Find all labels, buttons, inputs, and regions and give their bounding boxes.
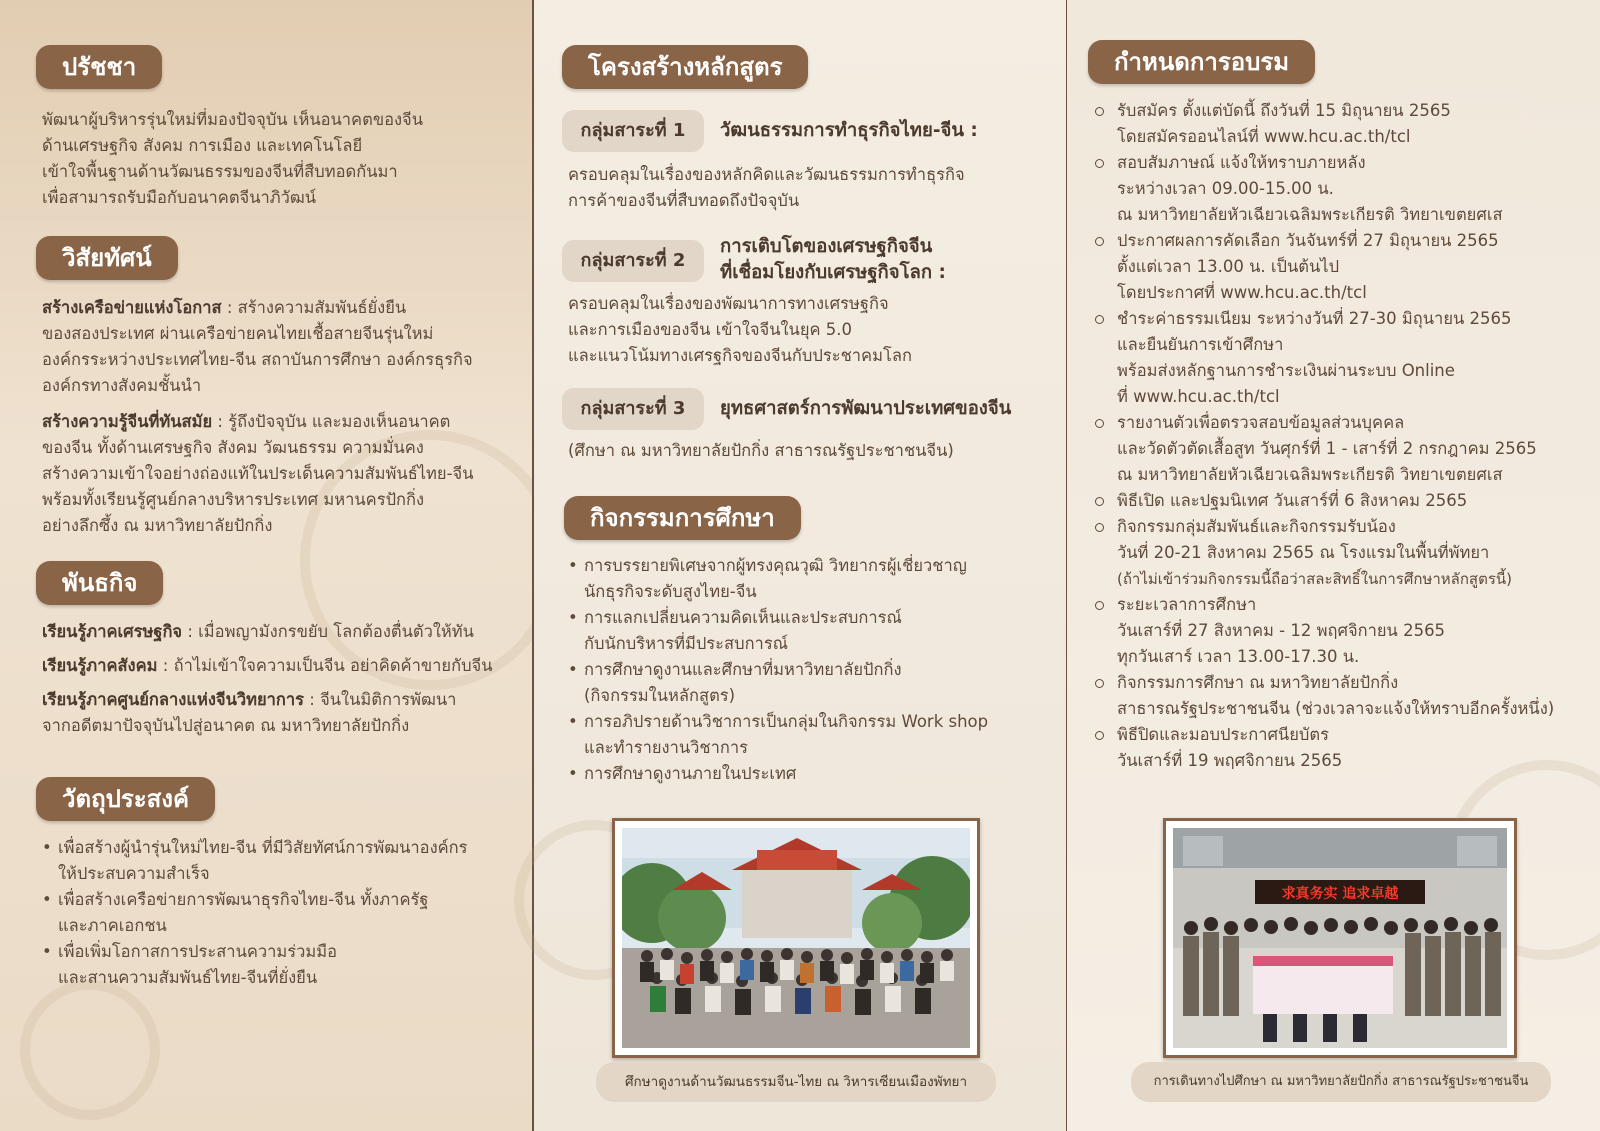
schedule-item (1093, 592, 1593, 670)
schedule-line: ชำระค่าธรรมเนียม ระหว่างวันที่ 27-30 มิถุนายน 2565 (1117, 309, 1512, 328)
group-3-label: กลุ่มสาระที่ 3 (562, 388, 704, 430)
schedule-line: และวัดตัวตัดเสื้อสูท วันศุกร์ที่ 1 - เสาร์ที่ 2 กรกฎาคม 2565 (1117, 439, 1537, 458)
schedule-line: พิธีปิดและมอบประกาศนียบัตร (1117, 725, 1329, 744)
activity-line: • การอภิปรายด้านวิชาการเป็นกลุ่มในกิจกรรม Work shop (584, 712, 989, 731)
schedule-line: พิธีเปิด และปฐมนิเทศ วันเสาร์ที่ 6 สิงหาคม 2565 (1117, 491, 1468, 510)
philosophy-line: เพื่อสามารถรับมือกับอนาคตจีนาภิวัฒน์ (42, 188, 317, 207)
objective-line: และสานความสัมพันธ์ไทย-จีนที่ยั่งยืน (58, 968, 318, 987)
panel-right (1067, 0, 1600, 1131)
panel-middle (534, 0, 1066, 1131)
group-line: การค้าของจีนที่สืบทอดถึงปัจจุบัน (568, 191, 800, 210)
activity-line: • การศึกษาดูงานและศึกษาที่มหาวิทยาลัยปักกิ่ง (584, 660, 902, 679)
schedule-item (1093, 670, 1593, 722)
mission-item (42, 687, 532, 713)
temple-group-photo (612, 818, 980, 1058)
schedule-item (1093, 228, 1593, 306)
activity-line: นักธุรกิจระดับสูงไทย-จีน (584, 582, 757, 601)
red-banner-sign: 求真务实 追求卓越 (1281, 886, 1399, 902)
activity-line: (กิจกรรมในหลักสูตร) (584, 686, 736, 705)
schedule-line: และยืนยันการเข้าศึกษา (1117, 335, 1284, 354)
schedule-line: ประกาศผลการคัดเลือก วันจันทร์ที่ 27 มิถุนายน 2565 (1117, 231, 1499, 250)
mission-item (42, 653, 532, 679)
panel-left (0, 0, 533, 1131)
group-line: ครอบคลุมในเรื่องของหลักคิดและวัฒนธรรมการทำธุรกิจ (568, 165, 965, 184)
mission-line: จากอดีตมาปัจจุบันไปสู่อนาคต ณ มหาวิทยาลัยปักกิ่ง (42, 716, 410, 735)
objective-line: • เพื่อสร้างเครือข่ายการพัฒนาธุรกิจไทย-จีน ทั้งภาครัฐ (58, 890, 429, 909)
schedule-line: (ถ้าไม่เข้าร่วมกิจกรรมนี้ถือว่าสละสิทธิ์ในการศึกษาหลักสูตรนี้) (1117, 570, 1512, 588)
mission-text (42, 619, 532, 739)
schedule-item (1093, 150, 1593, 228)
schedule-line: รายงานตัวเพื่อตรวจสอบข้อมูลส่วนบุคคล (1117, 413, 1405, 432)
schedule-line: ทุกวันเสาร์ เวลา 13.00-17.30 น. (1117, 647, 1360, 666)
beijing-photo-illustration (1173, 828, 1507, 1048)
objective-item (42, 887, 532, 939)
vision-text (42, 295, 532, 539)
objectives-heading: วัตถุประสงค์ (36, 777, 215, 821)
beijing-photo-caption: การเดินทางไปศึกษา ณ มหาวิทยาลัยปักกิ่ง สาธารณรัฐประชาชนจีน (1131, 1062, 1551, 1102)
vision-item-title: สร้างความรู้จีนที่ทันสมัย (42, 412, 213, 431)
mission-item-title: เรียนรู้ภาคสังคม (42, 656, 158, 675)
group-3-text: (ศึกษา ณ มหาวิทยาลัยปักกิ่ง สาธารณรัฐประชาชนจีน) (568, 441, 954, 460)
group-2-text (568, 291, 912, 369)
temple-photo-illustration (622, 828, 970, 1048)
vision-item-2 (42, 409, 532, 435)
schedule-item (1093, 98, 1593, 150)
vision-item-text: : สร้างความสัมพันธ์ยั่งยืน (221, 298, 407, 317)
philosophy-line: ด้านเศรษฐกิจ สังคม การเมือง และเทคโนโลยี (42, 136, 363, 155)
group-line: ครอบคลุมในเรื่องของพัฒนาการทางเศรษฐกิจ (568, 294, 889, 313)
vision-line: ของจีน ทั้งด้านเศรษฐกิจ สังคม วัฒนธรรม ความมั่นคง (42, 438, 424, 457)
objective-item (42, 835, 532, 887)
schedule-list (1093, 98, 1593, 774)
philosophy-line: เข้าใจพื้นฐานด้านวัฒนธรรมของจีนที่สืบทอดกันมา (42, 162, 398, 181)
vision-line: พร้อมทั้งเรียนรู้ศูนย์กลางบริหารประเทศ มหานครปักกิ่ง (42, 490, 425, 509)
activity-item (568, 709, 1058, 761)
schedule-line: กิจกรรมการศึกษา ณ มหาวิทยาลัยปักกิ่ง (1117, 673, 1399, 692)
activity-line: • การศึกษาดูงานภายในประเทศ (584, 764, 797, 783)
group-1-text (568, 162, 965, 214)
schedule-line: ณ มหาวิทยาลัยหัวเฉียวเฉลิมพระเกียรติ วิทยาเขตยศเส (1117, 205, 1503, 224)
vision-item-1 (42, 295, 532, 321)
schedule-line: วันเสาร์ที่ 19 พฤศจิกายน 2565 (1117, 751, 1343, 770)
activity-line: • การบรรยายพิเศษจากผู้ทรงคุณวุฒิ วิทยากรผู้เชี่ยวชาญ (584, 556, 967, 575)
group-line: และการเมืองของจีน เข้าใจจีนในยุค 5.0 (568, 320, 853, 339)
schedule-line: สอบสัมภาษณ์ แจ้งให้ทราบภายหลัง (1117, 153, 1366, 172)
schedule-line: พร้อมส่งหลักฐานการชำระเงินผ่านระบบ Online (1117, 361, 1455, 380)
vision-line: อย่างลึกซึ้ง ณ มหาวิทยาลัยปักกิ่ง (42, 516, 273, 535)
philosophy-line: พัฒนาผู้บริหารรุ่นใหม่ที่มองปัจจุบัน เห็นอนาคตของจีน (42, 110, 424, 129)
group-1-title: วัฒนธรรมการทำธุรกิจไทย-จีน : (720, 120, 978, 141)
schedule-item (1093, 488, 1593, 514)
vision-line: ของสองประเทศ ผ่านเครือข่ายคนไทยเชื้อสายจีนรุ่นใหม่ (42, 324, 434, 343)
schedule-line: วันเสาร์ที่ 27 สิงหาคม - 12 พฤศจิกายน 2565 (1117, 621, 1446, 640)
objective-line: • เพื่อเพิ่มโอกาสการประสานความร่วมมือ (58, 942, 338, 961)
mission-item (42, 619, 532, 645)
mission-heading: พันธกิจ (36, 561, 163, 605)
mission-item-text: : เมื่อพญามังกรขยับ โลกต้องตื่นตัวให้ทัน (182, 622, 474, 641)
schedule-line: โดยสมัครออนไลน์ที่ www.hcu.ac.th/tcl (1117, 127, 1411, 146)
mission-item-text: : ถ้าไม่เข้าใจความเป็นจีน อย่าคิดค้าขายกับจีน (157, 656, 493, 675)
objective-line: ให้ประสบความสำเร็จ (58, 864, 210, 883)
beijing-photo-image (1173, 828, 1507, 1048)
group-3-title: ยุทธศาสตร์การพัฒนาประเทศของจีน (720, 398, 1012, 419)
curriculum-heading: โครงสร้างหลักสูตร (562, 45, 808, 89)
activity-line: • การแลกเปลี่ยนความคิดเห็นและประสบการณ์ (584, 608, 902, 627)
activity-line: และทำรายงานวิชาการ (584, 738, 748, 757)
schedule-line: ระหว่างเวลา 09.00-15.00 น. (1117, 179, 1334, 198)
vision-line: องค์กรระหว่างประเทศไทย-จีน สถาบันการศึกษา องค์กรธุรกิจ (42, 350, 473, 369)
activity-item (568, 657, 1058, 709)
temple-photo-image (622, 828, 970, 1048)
group-1-label: กลุ่มสาระที่ 1 (562, 110, 704, 152)
mission-item-title: เรียนรู้ภาคศูนย์กลางแห่งจีนวิทยาการ (42, 690, 305, 709)
activity-item (568, 553, 1058, 605)
schedule-line: ณ มหาวิทยาลัยหัวเฉียวเฉลิมพระเกียรติ วิทยาเขตยศเส (1117, 465, 1503, 484)
group-line: และแนวโน้มทางเศรฐกิจของจีนกับประชาคมโลก (568, 346, 912, 365)
philosophy-heading: ปรัชชา (36, 45, 162, 89)
decorative-pattern (20, 980, 160, 1120)
schedule-item (1093, 410, 1593, 488)
schedule-heading: กำหนดการอบรม (1088, 40, 1315, 84)
mission-item-title: เรียนรู้ภาคเศรษฐกิจ (42, 622, 183, 641)
schedule-line: รับสมัคร ตั้งแต่บัดนี้ ถึงวันที่ 15 มิถุนายน 2565 (1117, 101, 1451, 120)
schedule-line: กิจกรรมกลุ่มสัมพันธ์และกิจกรรมรับน้อง (1117, 517, 1396, 536)
philosophy-text (42, 107, 423, 211)
vision-heading: วิสัยทัศน์ (36, 236, 178, 280)
activity-item (568, 605, 1058, 657)
objective-line: • เพื่อสร้างผู้นำรุ่นใหม่ไทย-จีน ที่มีวิสัยทัศน์การพัฒนาองค์กร (58, 838, 468, 857)
activities-heading: กิจกรรมการศึกษา (564, 496, 801, 540)
objective-line: และภาคเอกชน (58, 916, 167, 935)
schedule-line: ระยะเวลาการศึกษา (1117, 595, 1257, 614)
activity-line: กับนักบริหารที่มีประสบการณ์ (584, 634, 788, 653)
group-2-title-line: การเติบโตของเศรษฐกิจจีน (720, 236, 933, 257)
beijing-group-photo (1163, 818, 1517, 1058)
group-2-label: กลุ่มสาระที่ 2 (562, 240, 704, 282)
schedule-item (1093, 722, 1593, 774)
activity-item (568, 761, 1058, 787)
schedule-line: โดยประกาศที่ www.hcu.ac.th/tcl (1117, 283, 1367, 302)
schedule-line: ตั้งแต่เวลา 13.00 น. เป็นต้นไป (1117, 257, 1340, 276)
objectives-list (42, 835, 532, 991)
schedule-item (1093, 514, 1593, 592)
activities-list (568, 553, 1058, 787)
schedule-line: วันที่ 20-21 สิงหาคม 2565 ณ โรงแรมในพื้นที่พัทยา (1117, 543, 1490, 562)
schedule-line: ที่ www.hcu.ac.th/tcl (1117, 387, 1280, 406)
vision-item-title: สร้างเครือข่ายแห่งโอกาส (42, 298, 222, 317)
vision-line: สร้างความเข้าใจอย่างถ่องแท้ในประเด็นความสัมพันธ์ไทย-จีน (42, 464, 474, 483)
vision-line: องค์กรทางสังคมชั้นนำ (42, 376, 202, 395)
mission-item-text: : จีนในมิติการพัฒนา (304, 690, 457, 709)
group-2-title (720, 234, 946, 286)
schedule-item (1093, 306, 1593, 410)
group-2-title-line: ที่เชื่อมโยงกับเศรษฐกิจโลก : (720, 262, 946, 283)
schedule-line: สาธารณรัฐประชาชนจีน (ช่วงเวลาจะแจ้งให้ทราบอีกครั้งหนึ่ง) (1117, 699, 1555, 718)
temple-photo-caption: ศึกษาดูงานด้านวัฒนธรรมจีน-ไทย ณ วิหารเซียนเมืองพัทยา (596, 1062, 996, 1102)
vision-item-text: : รู้ถึงปัจจุบัน และมองเห็นอนาคต (212, 412, 451, 431)
objective-item (42, 939, 532, 991)
